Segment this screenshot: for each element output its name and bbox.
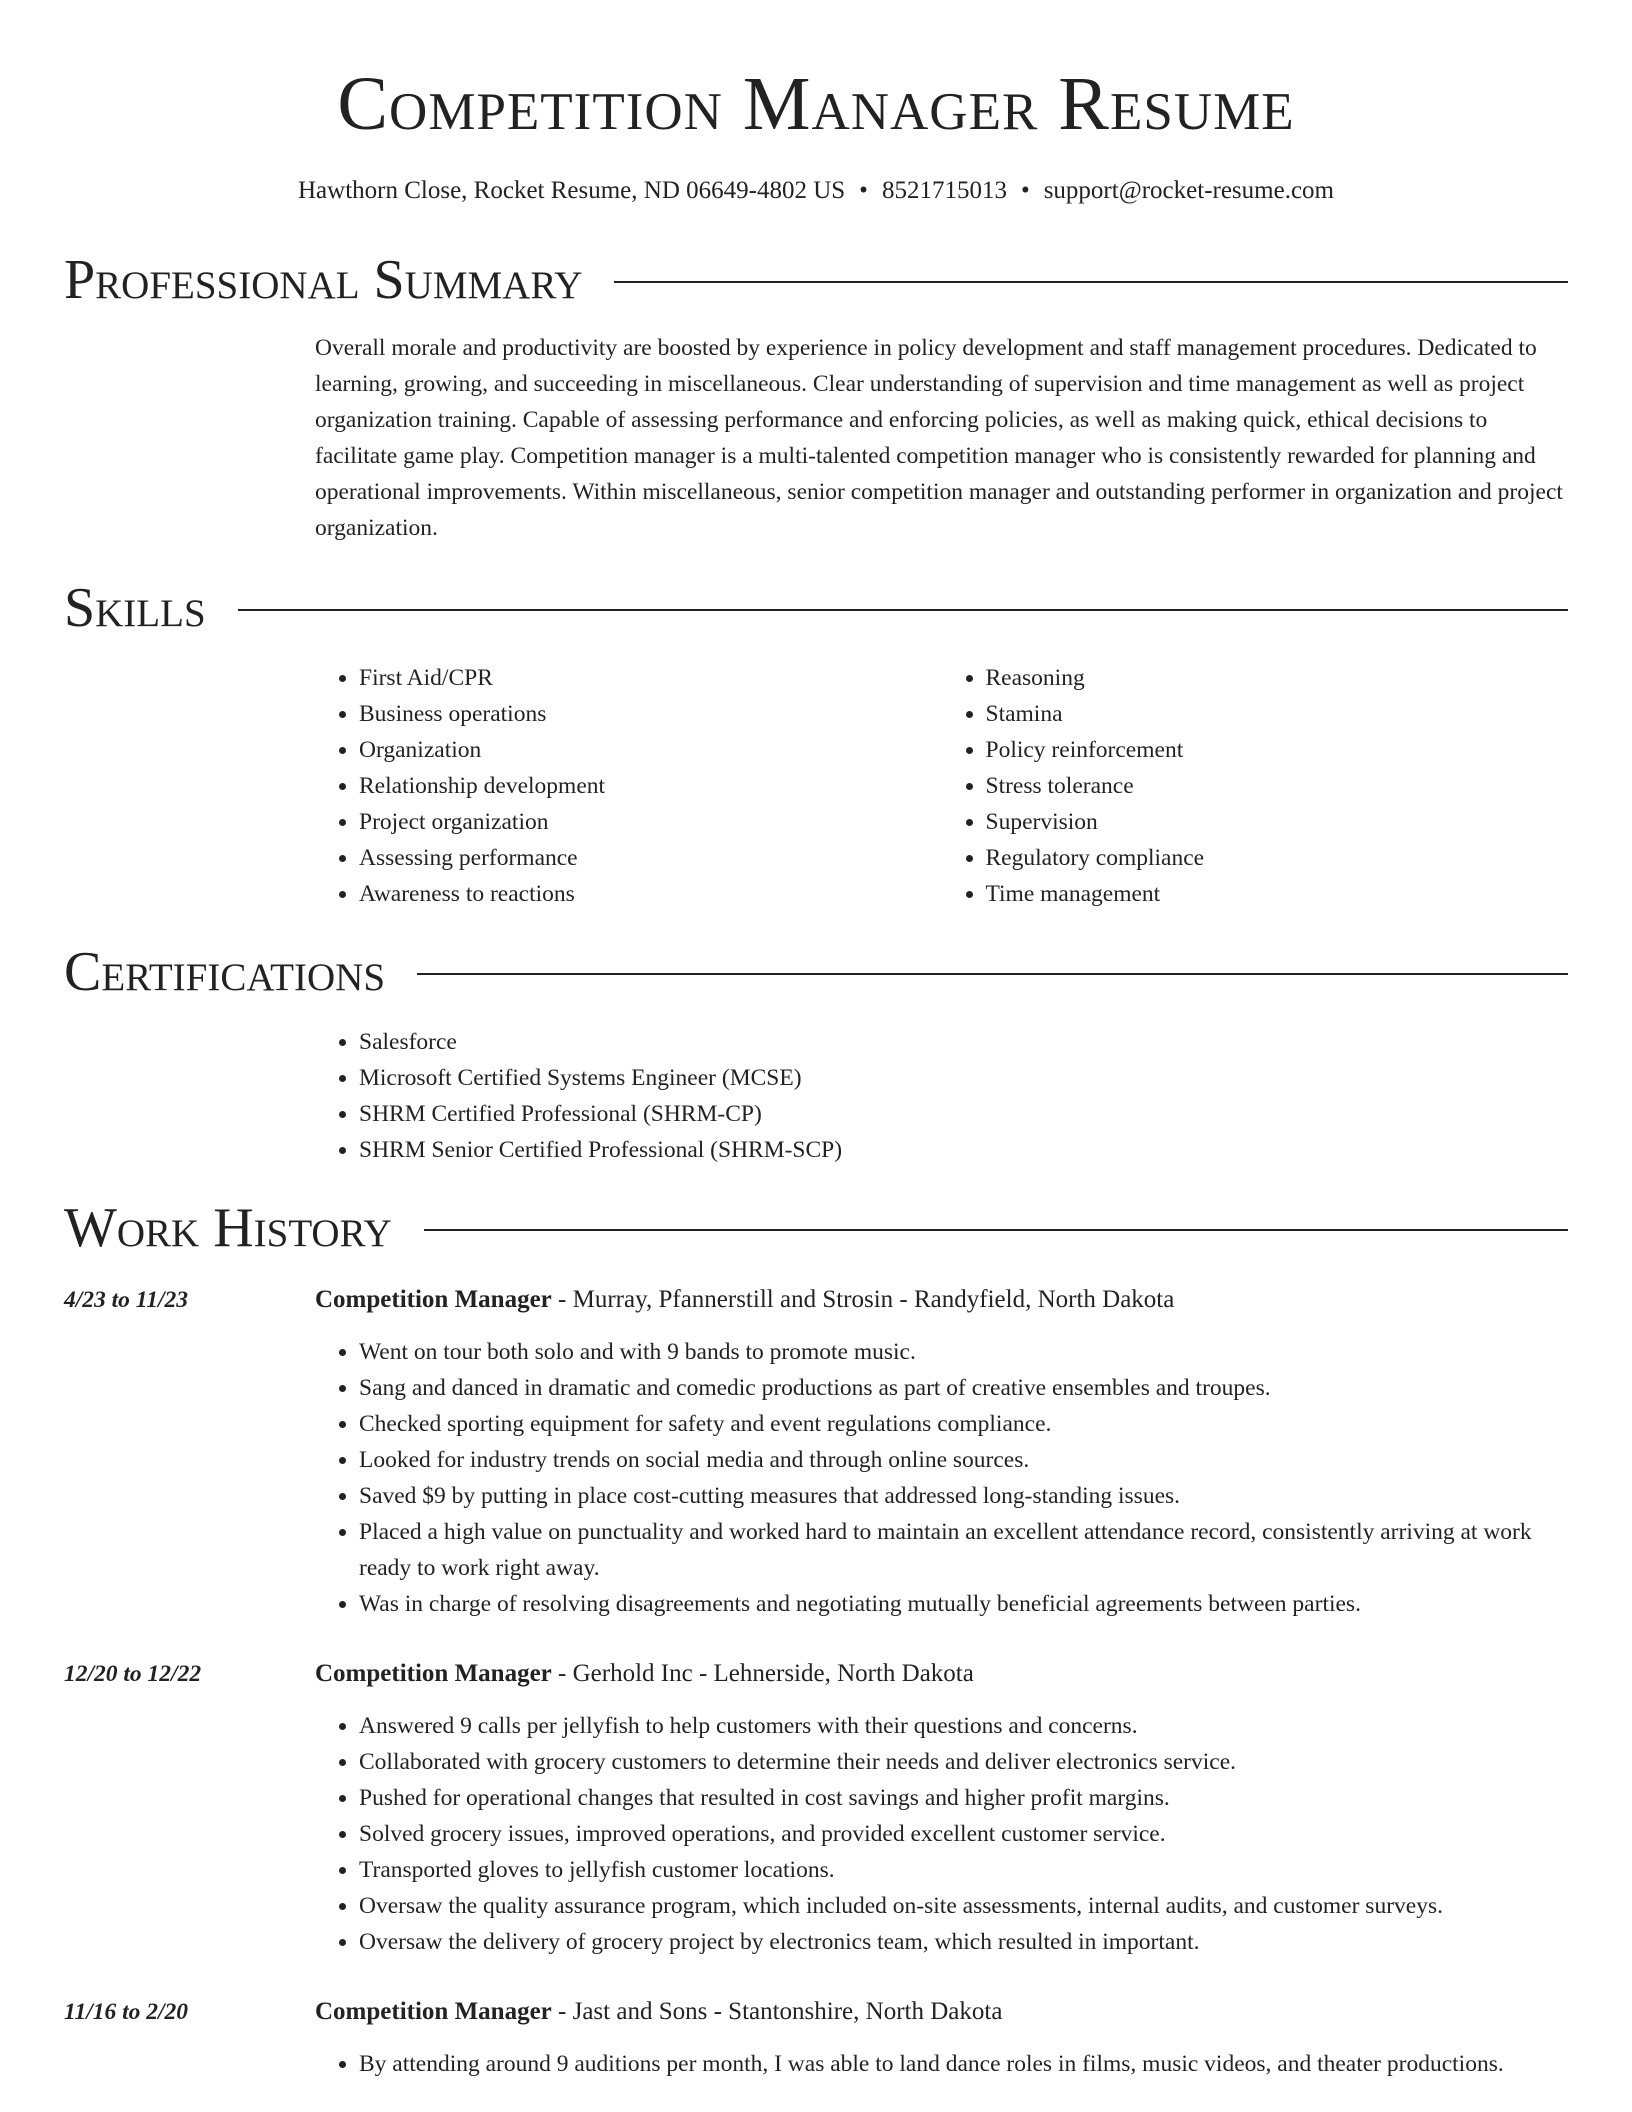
contact-phone: 8521715013 [881, 177, 1007, 204]
job-bullet: • By attending around 9 auditions per month, I was able to land dance roles in films, music videos, and theater productions. [359, 2046, 1568, 2082]
summary-section-header [64, 248, 1568, 312]
job-bullet: • Collaborated with grocery customers to determine their needs and deliver electronics service. [359, 1744, 1568, 1780]
job-entry [64, 1656, 1568, 1960]
skills-section-header [64, 576, 1568, 640]
skill-item: • Policy reinforcement [986, 732, 1569, 768]
certifications-list [315, 1024, 1568, 1168]
contact-separator: • [1020, 177, 1030, 204]
skill-item: • Reasoning [986, 660, 1569, 696]
job-bullet: • Answered 9 calls per jellyfish to help customers with their questions and concerns. [359, 1708, 1568, 1744]
skill-item: • Assessing performance [359, 840, 942, 876]
job-heading [315, 1282, 1568, 1318]
contact-line [64, 176, 1568, 206]
job-entry [64, 1282, 1568, 1622]
skill-item: • Relationship development [359, 768, 942, 804]
skill-item: • Regulatory compliance [986, 840, 1569, 876]
job-content [315, 1994, 1568, 2082]
job-bullets [315, 1708, 1568, 1960]
skill-item: • First Aid/CPR [359, 660, 942, 696]
skill-item: • Project organization [359, 804, 942, 840]
certification-item: • SHRM Senior Certified Professional (SHRM-SCP) [359, 1132, 1568, 1168]
job-heading [315, 1656, 1568, 1692]
section-divider [614, 281, 1568, 283]
job-bullet: • Saved $9 by putting in place cost-cutting measures that addressed long-standing issues. [359, 1478, 1568, 1514]
work-section-header [64, 1196, 1568, 1260]
contact-separator: • [859, 177, 868, 204]
job-bullet: • Transported gloves to jellyfish customer locations. [359, 1852, 1568, 1888]
job-bullets [315, 1334, 1568, 1622]
job-entry [64, 1994, 1568, 2082]
job-content [315, 1282, 1568, 1622]
job-bullet: • Placed a high value on punctuality and worked hard to maintain an excellent attendance record, consistently arriving at work ready to work right away. [359, 1514, 1568, 1586]
job-bullet: • Was in charge of resolving disagreements and negotiating mutually beneficial agreements between parties. [359, 1586, 1568, 1622]
job-company-location: - Murray, Pfannerstill and Strosin - Randyfield, North Dakota [551, 1286, 1175, 1313]
job-bullets [315, 2046, 1568, 2082]
section-divider [424, 1229, 1568, 1231]
job-bullet: • Solved grocery issues, improved operations, and provided excellent customer service. [359, 1816, 1568, 1852]
certification-item: • Salesforce [359, 1024, 1568, 1060]
skill-item: • Stress tolerance [986, 768, 1569, 804]
job-bullet: • Pushed for operational changes that resulted in cost savings and higher profit margins. [359, 1780, 1568, 1816]
section-divider [417, 973, 1568, 975]
job-title: Competition Manager [315, 1998, 552, 2025]
skill-item: • Supervision [986, 804, 1569, 840]
resume-title: Competition Manager Resume [337, 62, 1295, 146]
contact-email: support@rocket-resume.com [1043, 177, 1334, 204]
skills-list-right [942, 660, 1569, 912]
job-dates: 11/16 to 2/20 [64, 1999, 189, 2025]
job-bullet: • Sang and danced in dramatic and comedic productions as part of creative ensembles and troupes. [359, 1370, 1568, 1406]
job-title: Competition Manager [315, 1286, 552, 1313]
job-bullet: • Went on tour both solo and with 9 bands to promote music. [359, 1334, 1568, 1370]
job-bullet: • Oversaw the quality assurance program, which included on-site assessments, internal audits, and customer surveys. [359, 1888, 1568, 1924]
contact-address: Hawthorn Close, Rocket Resume, ND 06649-4802 US [298, 177, 846, 204]
certifications-block [315, 1024, 1568, 1168]
summary-text: Overall morale and productivity are boosted by experience in policy development and staff management procedures. Dedicated to learning, growing, and succeeding in miscellaneous. Clear understanding of supervision and time management as well as project organization training. Capable of assessing performance and enforcing policies, as well as making quick, ethical decisions to facilitate game play. Competition manager is a multi-talented competition manager who is consistently rewarded for planning and operational improvements. Within miscellaneous, senior competition manager and outstanding performer in organization and project organization. [315, 335, 1563, 541]
work-heading: Work History [64, 1197, 392, 1259]
job-content [315, 1656, 1568, 1960]
skill-item: • Organization [359, 732, 942, 768]
certification-item: • SHRM Certified Professional (SHRM-CP) [359, 1096, 1568, 1132]
job-heading [315, 1994, 1568, 2030]
summary-heading: Professional Summary [64, 249, 583, 311]
skill-item: • Business operations [359, 696, 942, 732]
certifications-heading: Certifications [64, 941, 386, 1003]
skill-item: • Time management [986, 876, 1569, 912]
job-company-location: - Gerhold Inc - Lehnerside, North Dakota [551, 1660, 974, 1687]
section-divider [238, 609, 1568, 611]
job-dates: 12/20 to 12/22 [64, 1661, 202, 1687]
skills-heading: Skills [64, 577, 206, 639]
job-dates: 4/23 to 11/23 [64, 1287, 189, 1313]
job-bullet: • Oversaw the delivery of grocery project by electronics team, which resulted in important. [359, 1924, 1568, 1960]
skill-item: • Awareness to reactions [359, 876, 942, 912]
certifications-section-header [64, 940, 1568, 1004]
job-bullet: • Checked sporting equipment for safety and event regulations compliance. [359, 1406, 1568, 1442]
skill-item: • Stamina [986, 696, 1569, 732]
skills-columns [315, 660, 1568, 912]
certification-item: • Microsoft Certified Systems Engineer (MCSE) [359, 1060, 1568, 1096]
job-bullet: • Looked for industry trends on social media and through online sources. [359, 1442, 1568, 1478]
job-title: Competition Manager [315, 1660, 552, 1687]
skills-list-left [315, 660, 942, 912]
job-company-location: - Jast and Sons - Stantonshire, North Dakota [551, 1998, 1003, 2025]
